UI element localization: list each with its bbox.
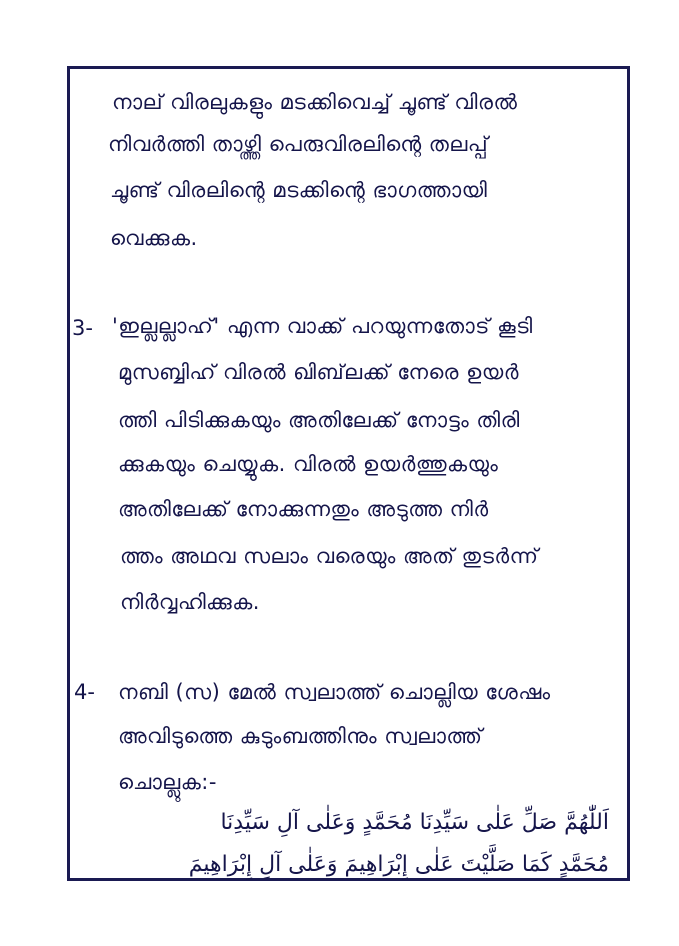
item-3-line-1: 'ഇല്ലല്ലാഹ്' എന്ന വാക്ക് പറയുന്നതോട് കൂടി: [112, 314, 533, 338]
item-3-line-3: ത്തി പിടിക്കുകയും അതിലേക്ക് നോട്ടം തിരി: [118, 408, 520, 432]
item-4-line-3: ചൊല്ലുക:-: [118, 770, 217, 794]
item-3-line-4: ക്കുകയും ചെയ്യുക. വിരൽ ഉയർത്തുകയും: [118, 452, 499, 476]
item-3-line-6: ത്തം അഥവ സലാം വരെയും അത് തുടർന്ന്: [120, 544, 539, 568]
arabic-line-2: مُحَمَّدٍ كَمَا صَلَّيْتَ عَلٰى إِبْرَاهِيمَ وَعَلٰى آلِ إِبْرَاهِيمَ: [188, 852, 609, 877]
item-3-line-2: മുസബ്ബിഹ് വിരൽ ഖിബ്‌ലക്ക് നേരെ ഉയർ: [118, 360, 519, 384]
intro-line-2: നിവർത്തി താഴ്ത്തി പെരുവിരലിന്റെ തലപ്പ്: [108, 132, 489, 156]
item-3-number: 3-: [72, 316, 93, 340]
intro-line-4: വെക്കുക.: [110, 226, 198, 250]
item-4-number: 4-: [74, 680, 95, 704]
intro-line-3: ചൂണ്ട് വിരലിന്റെ മടക്കിന്റെ ഭാഗത്തായി: [110, 178, 488, 202]
intro-line-1: നാല് വിരലുകളും മടക്കിവെച്ച് ചൂണ്ട് വിരൽ: [112, 90, 518, 114]
item-3-line-5: അതിലേക്ക് നോക്കുന്നതും അടുത്ത നിർ: [118, 497, 489, 521]
item-3-line-7: നിർവ്വഹിക്കുക.: [120, 590, 260, 614]
item-4-line-1: നബി (സ) മേൽ സ്വലാത്ത് ചൊല്ലിയ ശേഷം: [118, 680, 551, 704]
arabic-line-1: اَللّٰهُمَّ صَلِّ عَلٰى سَيِّدِنَا مُحَمَّدٍ وَعَلٰى آلِ سَيِّدِنَا: [220, 810, 609, 835]
item-4-line-2: അവിടുത്തെ കുടുംബത്തിനും സ്വലാത്ത്: [118, 724, 483, 748]
